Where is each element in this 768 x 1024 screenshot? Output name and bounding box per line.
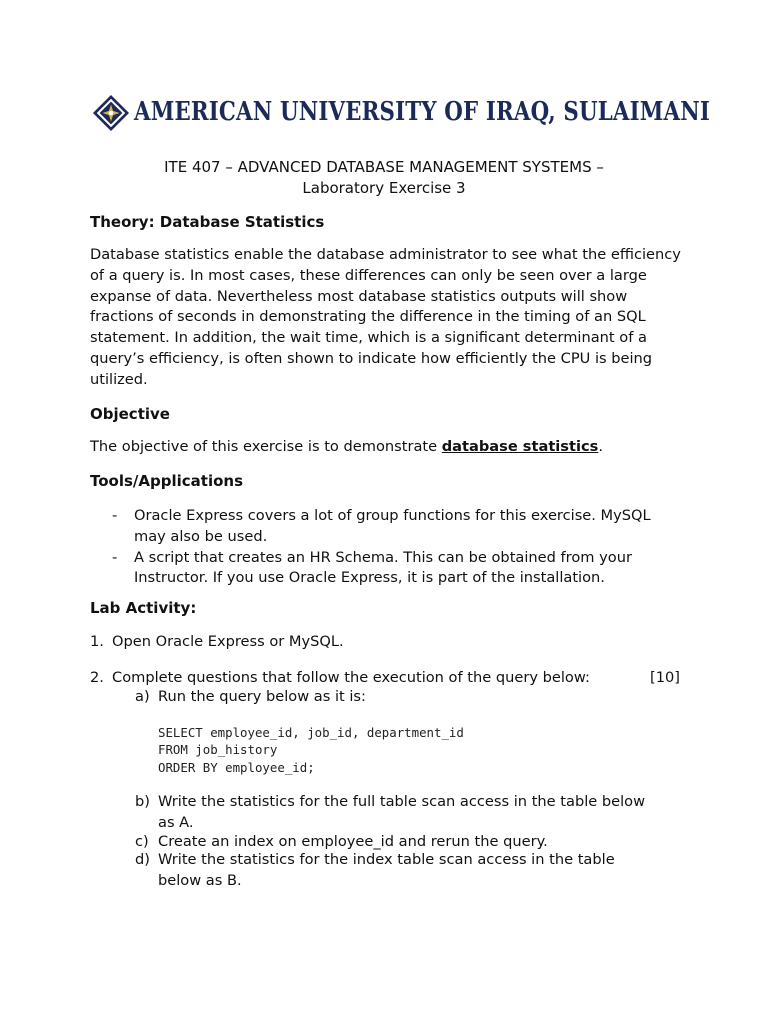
university-header xyxy=(92,92,710,136)
step-number: 2. xyxy=(90,669,104,686)
sub-letter: b) xyxy=(135,793,150,810)
objective-paragraph xyxy=(90,437,690,458)
course-title: ITE 407 – ADVANCED DATABASE MANAGEMENT SYSTEMS – xyxy=(164,158,604,176)
university-name: AMERICAN UNIVERSITY OF IRAQ, SULAIMANI xyxy=(134,97,710,127)
objective-period: . xyxy=(598,438,603,455)
list-item: - A script that creates an HR Schema. This can be obtained from your Instructor. If you use Oracle Express, it is part of the installation. xyxy=(112,548,682,590)
lab-heading: Lab Activity: xyxy=(90,599,197,617)
sub-text: Write the statistics for the index table scan access in the table xyxy=(158,851,615,868)
sub-text-continued: below as B. xyxy=(158,871,242,889)
theory-heading: Theory: Database Statistics xyxy=(90,213,325,231)
star-seal-icon xyxy=(92,94,130,132)
exercise-title: Laboratory Exercise 3 xyxy=(302,179,466,197)
step-text: Complete questions that follow the execution of the query below: xyxy=(112,669,590,686)
sub-text-continued: as A. xyxy=(158,813,194,831)
step-2 xyxy=(90,668,680,689)
sub-item-d xyxy=(135,850,665,892)
tools-list xyxy=(112,506,682,589)
objective-heading: Objective xyxy=(90,405,170,423)
objective-text: The objective of this exercise is to demonstrate xyxy=(90,438,442,455)
sub-letter: d) xyxy=(135,851,150,868)
sub-item-b xyxy=(135,792,665,834)
sub-letter: c) xyxy=(135,833,149,850)
objective-emphasis: database statistics xyxy=(441,438,599,455)
sub-letter: a) xyxy=(135,688,150,705)
step-number: 1. xyxy=(90,633,104,650)
step-text: Open Oracle Express or MySQL. xyxy=(112,633,344,650)
sql-query-code: SELECT employee_id, job_id, department_id FROM job_history ORDER BY employee_id; xyxy=(158,725,464,775)
list-item: - Oracle Express covers a lot of group functions for this exercise. MySQL may also be used. xyxy=(112,506,682,548)
step-1 xyxy=(90,632,680,653)
theory-paragraph: Database statistics enable the database administrator to see what the efficiency of a query is. In most cases, these differences can only be seen over a large expanse of data. Nevertheless most database statistics outputs will show fractions of seconds in demonstrating the difference in the timing of an SQL statement. In addition, the wait time, which is a significant determinant of a query’s efficiency, is often shown to indicate how efficiently the CPU is being utilized. xyxy=(90,246,681,388)
sub-text: Run the query below as it is: xyxy=(158,688,366,705)
sub-text: Create an index on employee_id and rerun the query. xyxy=(158,833,548,850)
tools-heading: Tools/Applications xyxy=(90,472,244,490)
marks-label: [10] xyxy=(650,669,680,686)
sub-item-a xyxy=(135,687,665,708)
document-title xyxy=(0,157,768,199)
sub-text: Write the statistics for the full table scan access in the table below xyxy=(158,793,646,810)
